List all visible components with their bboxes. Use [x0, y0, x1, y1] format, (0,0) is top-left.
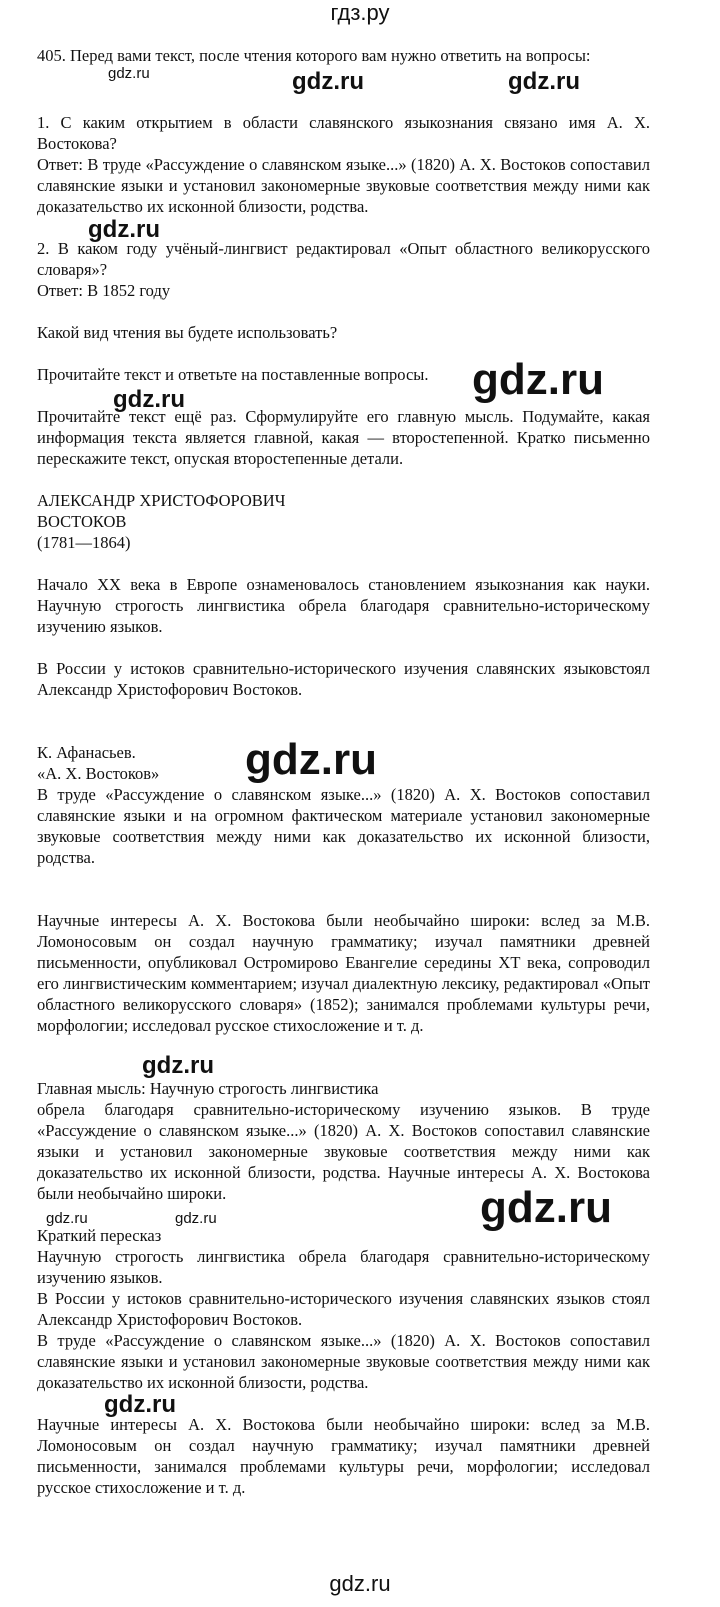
article-paragraph-2-text: В России у истоков сравнительно-исторического изучения славянских языковстоял Александр Христофорович Востоков. [37, 659, 650, 699]
question-1 [37, 112, 650, 217]
watermark-logo: gdz.ru [88, 216, 160, 243]
question-1-text: 1. С каким открытием в области славянского языкознания связано имя А. Х. Востокова? [37, 113, 650, 153]
article-paragraph-4 [37, 910, 650, 1036]
main-idea-text: обрела благодаря сравнительно-историческому изучению языков. В труде «Рассуждение о славянском языке...» (1820) А. Х. Востоков сопоставил славянские языки и установил закономерные звуковые соответствия между ними как доказательство их исконной близости, родства. Научные интересы А. Х. Востокова были необычайно широки. [37, 1100, 650, 1203]
answer-2-text: Ответ: В 1852 году [37, 281, 171, 300]
question-5-text: Прочитайте текст ещё раз. Сформулируйте его главную мысль. Подумайте, какая информация текста является главной, какая — второстепенной. Кратко письменно перескажите текст, опуская второстепенные детали. [37, 407, 650, 468]
question-3-text: Какой вид чтения вы будете использовать? [37, 323, 338, 342]
page-header: гдз.ру [330, 0, 390, 25]
watermark-logo: gdz.ru [113, 386, 185, 413]
article-years: (1781—1864) [37, 533, 131, 552]
article-title-line-1: АЛЕКСАНДР ХРИСТОФОРОВИЧ [37, 491, 286, 510]
watermark-logo: gdz.ru [104, 1391, 176, 1418]
summary-paragraph-1: Научную строгость лингвистика обрела благодаря сравнительно-историческому изучению языков. [37, 1247, 650, 1287]
watermark-logo: gdz.ru [508, 68, 580, 95]
watermark-logo: gdz.ru [108, 65, 150, 82]
article-source: «А. Х. Востоков» [37, 764, 160, 783]
article-title [37, 490, 650, 553]
article-author: К. Афанасьев. [37, 743, 136, 762]
article-paragraph-3 [37, 784, 650, 868]
article-paragraph-3-text: В труде «Рассуждение о славянском языке...» (1820) А. Х. Востоков сопоставил славянские языки и на огромном фактическом материале установил закономерные звуковые соответствия между ними как доказательство их исконной близости, родства. [37, 785, 650, 867]
summary-paragraph-2: В России у истоков сравнительно-исторического изучения славянских языков стоял Александр Христофорович Востоков. [37, 1289, 650, 1329]
watermark-logo: gdz.ru [292, 68, 364, 95]
question-4-text: Прочитайте текст и ответьте на поставленные вопросы. [37, 365, 429, 384]
article-paragraph-1-text: Начало XX века в Европе ознаменовалось становлением языкознания как науки. Научную строгость лингвистика обрела благодаря сравнительно-историческому изучению языков. [37, 575, 650, 636]
main-idea-label: Главная мысль: Научную строгость лингвистика [37, 1079, 379, 1098]
question-5 [37, 406, 650, 469]
task-intro-text: 405. Перед вами текст, после чтения которого вам нужно ответить на вопросы: [37, 46, 591, 65]
watermark-logo: gdz.ru [480, 1183, 612, 1232]
summary-paragraph-3: В труде «Рассуждение о славянском языке...» (1820) А. Х. Востоков сопоставил славянские языки и установил закономерные звуковые соответствия между ними как доказательство их исконной близости, родства. [37, 1331, 650, 1392]
watermark-logo: gdz.ru [472, 355, 604, 404]
watermark-logo: gdz.ru [245, 735, 377, 784]
summary [37, 1246, 650, 1393]
task-intro [37, 45, 650, 66]
article-title-line-2: ВОСТОКОВ [37, 512, 127, 531]
question-2 [37, 238, 650, 301]
watermark-logo: gdz.ru [142, 1052, 214, 1079]
article-paragraph-4-text: Научные интересы А. Х. Востокова были необычайно широки: вслед за М.В. Ломоносовым он создал научную грамматику; изучал памятники древней письменности, опубликовал Остромирово Евангелие середины XT века, сопроводил его лингвистическим комментарием; изучал диалектную лексику, редактировал «Опыт областного великорусского словаря» (1852); занимался проблемами культуры речи, морфологии; исследовал русское стихосложение и т. д. [37, 911, 650, 1035]
page-footer: gdz.ru [329, 1571, 391, 1596]
answer-1-text: Ответ: В труде «Рассуждение о славянском языке...» (1820) А. Х. Востоков сопоставил славянские языки и установил закономерные звуковые соответствия между ними как доказательство их исконной близости, родства. [37, 155, 650, 216]
summary-paragraph-4-block [37, 1414, 650, 1498]
watermark-logo: gdz.ru [175, 1210, 217, 1227]
question-3 [37, 322, 650, 343]
article-paragraph-2 [37, 658, 650, 700]
article-paragraph-1 [37, 574, 650, 637]
watermark-logo: gdz.ru [46, 1210, 88, 1227]
question-2-text: 2. В каком году учёный-лингвист редактировал «Опыт областного великорусского словаря»? [37, 239, 650, 279]
summary-paragraph-4: Научные интересы А. Х. Востокова были необычайно широки: вслед за М.В. Ломоносовым он создал научную грамматику; изучал памятники древней письменности, занимался проблемами культуры речи, морфологии; исследовал русское стихосложение и т. д. [37, 1415, 650, 1497]
summary-label: Краткий пересказ [37, 1226, 162, 1245]
